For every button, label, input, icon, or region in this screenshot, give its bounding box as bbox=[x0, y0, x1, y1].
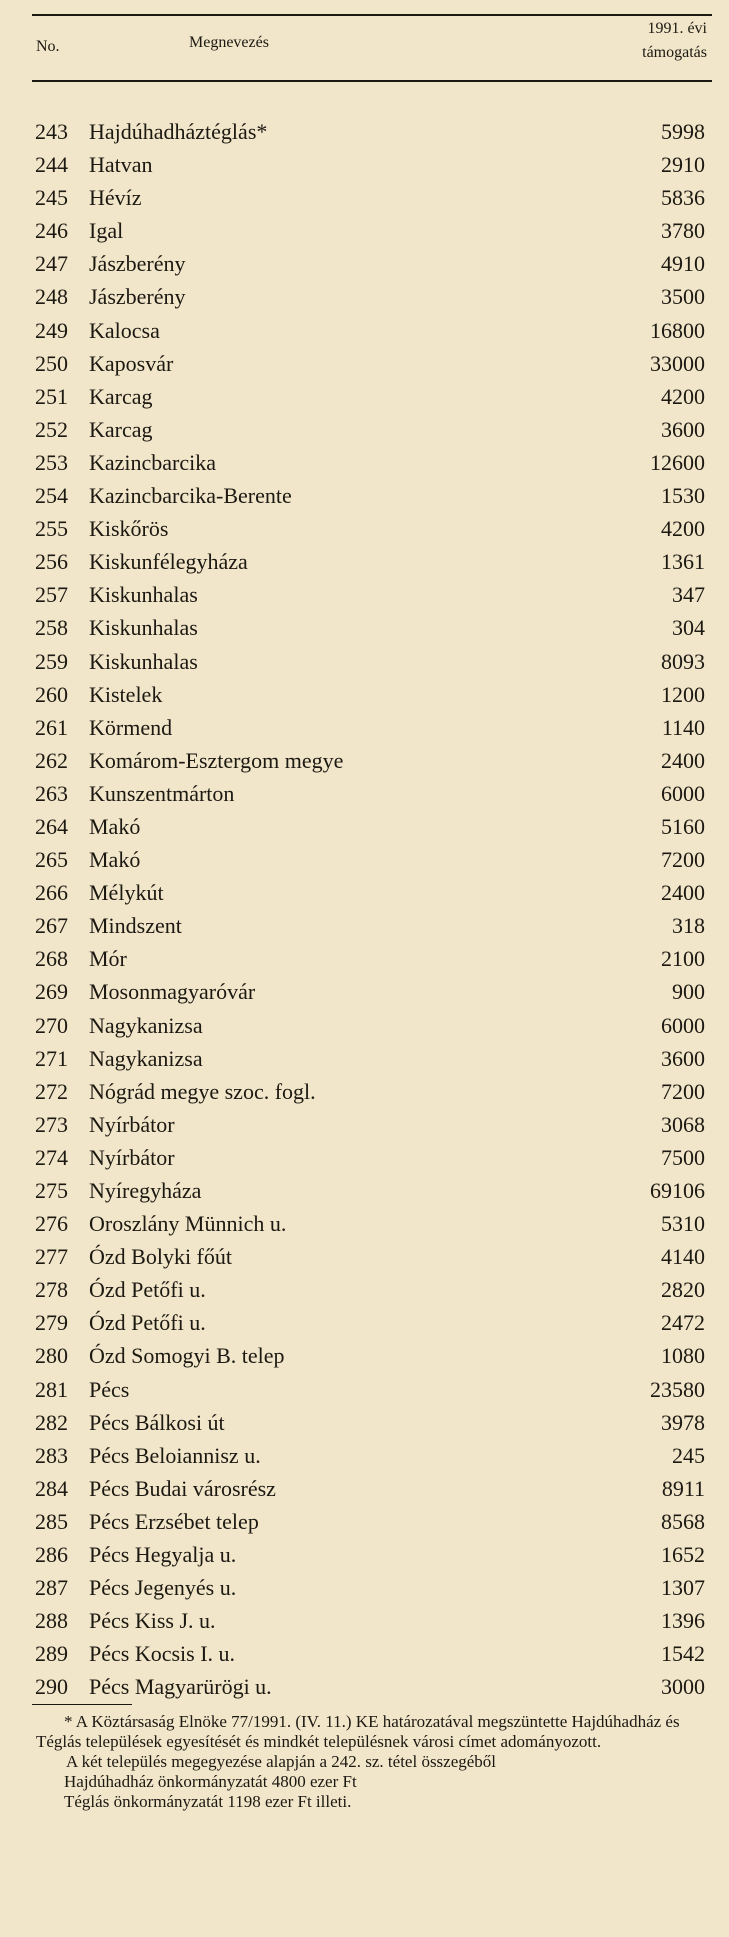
row-number: 263 bbox=[35, 780, 68, 806]
table-row bbox=[0, 1207, 729, 1240]
row-name: Komárom-Esztergom megye bbox=[89, 747, 344, 773]
row-name: Kistelek bbox=[89, 681, 163, 707]
table-row bbox=[0, 1439, 729, 1472]
table-row bbox=[0, 1306, 729, 1339]
row-number: 266 bbox=[35, 880, 68, 906]
table-row bbox=[0, 1670, 729, 1703]
row-number: 258 bbox=[35, 615, 68, 641]
row-name: Kiskunhalas bbox=[89, 615, 198, 641]
row-name: Igal bbox=[89, 218, 124, 244]
row-number: 271 bbox=[35, 1045, 68, 1071]
row-name: Pécs Beloiannisz u. bbox=[89, 1442, 261, 1468]
table-row bbox=[0, 1505, 729, 1538]
row-name: Nyírbátor bbox=[89, 1144, 175, 1170]
table-row bbox=[0, 347, 729, 380]
footnote bbox=[36, 1712, 712, 1812]
row-amount: 1542 bbox=[661, 1641, 705, 1667]
row-amount: 1140 bbox=[661, 714, 705, 740]
row-number: 275 bbox=[35, 1178, 68, 1203]
row-amount: 5836 bbox=[661, 185, 705, 211]
row-number: 286 bbox=[35, 1542, 68, 1568]
row-number: 247 bbox=[35, 251, 68, 277]
table-row bbox=[0, 678, 729, 711]
table-row bbox=[0, 1538, 729, 1571]
row-name: Mór bbox=[89, 946, 127, 972]
row-name: Mosonmagyaróvár bbox=[89, 979, 256, 1005]
row-number: 289 bbox=[35, 1641, 68, 1667]
footnote-line2: A két település megegyezése alapján a 242. sz. tétel összegéből bbox=[66, 1752, 497, 1771]
table-row bbox=[0, 148, 729, 181]
row-name: Kazincbarcika-Berente bbox=[89, 483, 292, 509]
row-amount: 12600 bbox=[650, 449, 705, 475]
row-name: Pécs bbox=[89, 1376, 130, 1402]
row-amount: 4200 bbox=[661, 516, 705, 542]
row-amount: 3068 bbox=[661, 1111, 705, 1137]
row-name: Nagykanizsa bbox=[89, 1012, 203, 1038]
row-amount: 23580 bbox=[650, 1376, 705, 1402]
row-amount: 3978 bbox=[661, 1409, 705, 1435]
row-name: Kiskunfélegyháza bbox=[89, 549, 248, 575]
row-number: 285 bbox=[35, 1508, 68, 1534]
table-body bbox=[0, 115, 729, 1704]
table-row bbox=[0, 876, 729, 909]
footnote-line1: * A Köztársaság Elnöke 77/1991. (IV. 11.) KE határozatával megszüntette Hajdúhadház és Téglás települések egyesítését és mindkét településnek városi címet adományozott. bbox=[36, 1712, 680, 1751]
row-number: 253 bbox=[35, 449, 68, 475]
row-number: 244 bbox=[35, 152, 68, 178]
row-amount: 6000 bbox=[661, 780, 705, 806]
row-name: Karcag bbox=[89, 416, 153, 442]
row-number: 269 bbox=[35, 979, 68, 1005]
row-number: 261 bbox=[35, 714, 68, 740]
row-amount: 4200 bbox=[661, 383, 705, 409]
row-amount: 16800 bbox=[650, 317, 705, 343]
row-amount: 1361 bbox=[661, 549, 705, 575]
table-row bbox=[0, 1339, 729, 1372]
footnote-rule bbox=[32, 1704, 132, 1705]
table-row bbox=[0, 1273, 729, 1306]
row-name: Mélykút bbox=[89, 880, 164, 906]
row-amount: 1530 bbox=[661, 483, 705, 509]
row-amount: 33000 bbox=[650, 350, 705, 376]
row-name: Oroszlány Münnich u. bbox=[89, 1211, 287, 1237]
table-row bbox=[0, 909, 729, 942]
row-amount: 1200 bbox=[661, 681, 705, 707]
row-name: Kunszentmárton bbox=[89, 780, 235, 806]
row-number: 267 bbox=[35, 913, 68, 939]
row-name: Nógrád megye szoc. fogl. bbox=[89, 1078, 316, 1104]
row-amount: 347 bbox=[672, 582, 705, 608]
table-row bbox=[0, 777, 729, 810]
header-amount-line2: támogatás bbox=[642, 44, 707, 61]
row-number: 255 bbox=[35, 516, 68, 542]
row-amount: 2100 bbox=[661, 946, 705, 972]
table-row bbox=[0, 843, 729, 876]
table-row bbox=[0, 1009, 729, 1042]
row-number: 272 bbox=[35, 1078, 68, 1104]
row-number: 282 bbox=[35, 1409, 68, 1435]
row-amount: 2400 bbox=[661, 880, 705, 906]
row-name: Jászberény bbox=[89, 284, 186, 310]
table-row bbox=[0, 413, 729, 446]
row-name: Pécs Kiss J. u. bbox=[89, 1608, 216, 1634]
row-name: Makó bbox=[89, 847, 141, 873]
row-name: Körmend bbox=[89, 714, 173, 740]
row-number: 287 bbox=[35, 1575, 68, 1601]
row-number: 251 bbox=[35, 383, 68, 409]
row-name: Pécs Magyarürögi u. bbox=[89, 1674, 272, 1700]
row-amount: 5160 bbox=[661, 813, 705, 839]
table-row bbox=[0, 314, 729, 347]
row-number: 259 bbox=[35, 648, 68, 674]
row-number: 276 bbox=[35, 1211, 68, 1237]
table-row bbox=[0, 645, 729, 678]
row-amount: 5310 bbox=[661, 1211, 705, 1237]
table-row bbox=[0, 1042, 729, 1075]
row-name: Makó bbox=[89, 813, 141, 839]
row-name: Kiskőrös bbox=[89, 516, 169, 542]
row-number: 248 bbox=[35, 284, 68, 310]
row-name: Ózd Somogyi B. telep bbox=[89, 1343, 285, 1369]
table-row bbox=[0, 810, 729, 843]
row-number: 264 bbox=[35, 813, 68, 839]
row-number: 254 bbox=[35, 483, 68, 509]
row-number: 270 bbox=[35, 1012, 68, 1038]
row-number: 246 bbox=[35, 218, 68, 244]
row-name: Nyíregyháza bbox=[89, 1178, 202, 1203]
row-number: 280 bbox=[35, 1343, 68, 1369]
row-number: 257 bbox=[35, 582, 68, 608]
row-amount: 69106 bbox=[650, 1178, 705, 1203]
header-amount bbox=[587, 17, 707, 65]
table-row bbox=[0, 1406, 729, 1439]
row-name: Hatvan bbox=[89, 152, 153, 178]
table-row bbox=[0, 1637, 729, 1670]
row-name: Pécs Erzsébet telep bbox=[89, 1508, 259, 1534]
table-row bbox=[0, 1108, 729, 1141]
table-row bbox=[0, 975, 729, 1008]
row-name: Pécs Hegyalja u. bbox=[89, 1542, 237, 1568]
row-amount: 2820 bbox=[661, 1277, 705, 1303]
footnote-line3: Hajdúhadház önkormányzatát 4800 ezer Ft bbox=[64, 1772, 357, 1791]
row-amount: 1307 bbox=[661, 1575, 705, 1601]
table-row bbox=[0, 479, 729, 512]
row-name: Pécs Bálkosi út bbox=[89, 1409, 225, 1435]
row-number: 279 bbox=[35, 1310, 68, 1336]
row-name: Ózd Petőfi u. bbox=[89, 1310, 206, 1336]
top-rule bbox=[32, 14, 712, 16]
row-name: Karcag bbox=[89, 383, 153, 409]
header-no: No. bbox=[36, 38, 60, 55]
row-amount: 2400 bbox=[661, 747, 705, 773]
row-number: 250 bbox=[35, 350, 68, 376]
row-name: Hévíz bbox=[89, 185, 142, 211]
table-row bbox=[0, 1174, 729, 1207]
row-number: 288 bbox=[35, 1608, 68, 1634]
row-name: Jászberény bbox=[89, 251, 186, 277]
row-name: Nagykanizsa bbox=[89, 1045, 203, 1071]
row-amount: 900 bbox=[672, 979, 705, 1005]
row-amount: 8093 bbox=[661, 648, 705, 674]
table-row bbox=[0, 1075, 729, 1108]
row-amount: 7200 bbox=[661, 1078, 705, 1104]
row-amount: 4140 bbox=[661, 1244, 705, 1270]
row-name: Hajdúhadháztéglás* bbox=[89, 119, 268, 144]
header-rule bbox=[32, 80, 712, 82]
row-amount: 318 bbox=[672, 913, 705, 939]
table-row bbox=[0, 545, 729, 578]
table-row bbox=[0, 1373, 729, 1406]
table-row bbox=[0, 280, 729, 313]
row-name: Pécs Budai városrész bbox=[89, 1475, 276, 1501]
row-number: 262 bbox=[35, 747, 68, 773]
row-number: 265 bbox=[35, 847, 68, 873]
row-number: 249 bbox=[35, 317, 68, 343]
header-name: Megnevezés bbox=[189, 34, 269, 51]
row-number: 252 bbox=[35, 416, 68, 442]
table-row bbox=[0, 1240, 729, 1273]
row-name: Pécs Kocsis I. u. bbox=[89, 1641, 236, 1667]
table-row bbox=[0, 711, 729, 744]
row-name: Kiskunhalas bbox=[89, 582, 198, 608]
table-row bbox=[0, 611, 729, 644]
table-row bbox=[0, 214, 729, 247]
row-amount: 3000 bbox=[661, 1674, 705, 1700]
row-amount: 3600 bbox=[661, 416, 705, 442]
header-amount-line1: 1991. évi bbox=[647, 20, 707, 37]
row-amount: 3500 bbox=[661, 284, 705, 310]
row-name: Kazincbarcika bbox=[89, 449, 217, 475]
row-amount: 2910 bbox=[661, 152, 705, 178]
row-amount: 8568 bbox=[661, 1508, 705, 1534]
row-name: Kaposvár bbox=[89, 350, 174, 376]
row-number: 283 bbox=[35, 1442, 68, 1468]
row-amount: 1652 bbox=[661, 1542, 705, 1568]
row-name: Mindszent bbox=[89, 913, 182, 939]
row-amount: 3780 bbox=[661, 218, 705, 244]
table-row bbox=[0, 1472, 729, 1505]
row-name: Nyírbátor bbox=[89, 1111, 175, 1137]
row-number: 273 bbox=[35, 1111, 68, 1137]
row-name: Kalocsa bbox=[89, 317, 160, 343]
row-number: 278 bbox=[35, 1277, 68, 1303]
row-amount: 304 bbox=[672, 615, 705, 641]
table-row bbox=[0, 942, 729, 975]
table-row bbox=[0, 1571, 729, 1604]
row-number: 256 bbox=[35, 549, 68, 575]
row-amount: 1080 bbox=[661, 1343, 705, 1369]
table-row bbox=[0, 446, 729, 479]
table-row bbox=[0, 1604, 729, 1637]
row-amount: 5998 bbox=[661, 119, 705, 144]
row-amount: 8911 bbox=[661, 1475, 705, 1501]
footnote-line4: Téglás önkormányzatát 1198 ezer Ft illeti. bbox=[64, 1792, 352, 1811]
row-amount: 245 bbox=[672, 1442, 705, 1468]
table-row bbox=[0, 247, 729, 280]
row-number: 260 bbox=[35, 681, 68, 707]
row-number: 281 bbox=[35, 1376, 68, 1402]
row-amount: 4910 bbox=[661, 251, 705, 277]
row-name: Ózd Bolyki főút bbox=[89, 1244, 232, 1270]
row-amount: 1396 bbox=[661, 1608, 705, 1634]
table-row bbox=[0, 115, 729, 148]
table-row bbox=[0, 380, 729, 413]
row-number: 245 bbox=[35, 185, 68, 211]
table-row bbox=[0, 1141, 729, 1174]
row-amount: 6000 bbox=[661, 1012, 705, 1038]
row-number: 243 bbox=[35, 119, 68, 144]
row-number: 268 bbox=[35, 946, 68, 972]
row-name: Pécs Jegenyés u. bbox=[89, 1575, 237, 1601]
row-name: Ózd Petőfi u. bbox=[89, 1277, 206, 1303]
row-number: 284 bbox=[35, 1475, 68, 1501]
row-name: Kiskunhalas bbox=[89, 648, 198, 674]
table-row bbox=[0, 512, 729, 545]
row-amount: 7500 bbox=[661, 1144, 705, 1170]
row-amount: 7200 bbox=[661, 847, 705, 873]
row-amount: 3600 bbox=[661, 1045, 705, 1071]
row-number: 274 bbox=[35, 1144, 68, 1170]
row-number: 277 bbox=[35, 1244, 68, 1270]
row-number: 290 bbox=[35, 1674, 68, 1700]
table-row bbox=[0, 744, 729, 777]
row-amount: 2472 bbox=[661, 1310, 705, 1336]
table-row bbox=[0, 578, 729, 611]
table-row bbox=[0, 181, 729, 214]
